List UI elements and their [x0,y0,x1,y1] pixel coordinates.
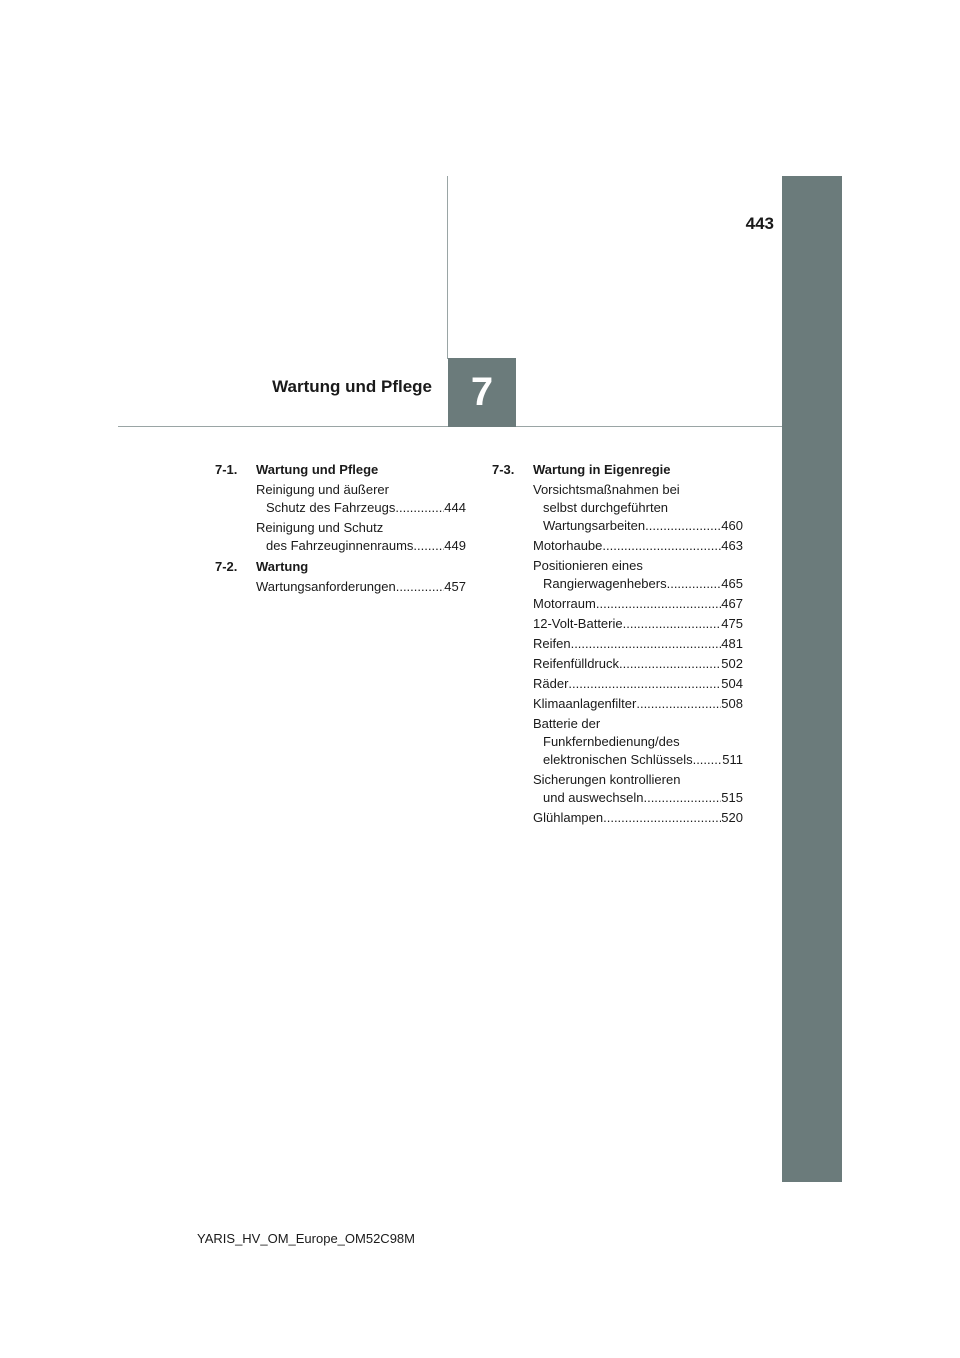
toc-entry-line: des Fahrzeuginnenraums [266,538,414,553]
toc-entry[interactable] [256,481,466,517]
toc-entry-line: Sicherungen kontrollieren [533,772,681,787]
toc-entry[interactable] [533,537,743,555]
toc-entry-page: 511 [722,752,743,767]
toc-section-heading [492,461,752,479]
toc-entry-last-line [533,635,743,653]
toc-entry[interactable] [533,635,743,653]
toc-entry-last-line [533,809,743,827]
toc-entry-line: und auswechseln [543,790,644,805]
dot-leader [396,578,445,596]
toc-entry-line: Motorraum [533,596,596,611]
toc-entry-page: 520 [721,810,743,825]
toc-entry-line: Glühlampen [533,810,604,825]
toc-entry-page: 457 [444,579,466,594]
toc-entry-last-line [533,595,743,613]
toc-entry-last-line [533,751,743,769]
dot-leader [623,615,722,633]
toc-entry-line: Reifen [533,636,571,651]
toc-entry[interactable] [533,481,743,535]
toc-entry-last-line [533,615,743,633]
toc-entry-line: Rangierwagenhebers [543,576,667,591]
chapter-side-tab [782,176,842,1182]
toc-entry-line: Vorsichtsmaßnahmen bei [533,482,680,497]
toc-entry[interactable] [256,519,466,555]
toc-entry[interactable] [533,595,743,613]
toc-entry-page: 481 [721,636,743,651]
toc-entry-line: Wartungsanforderungen [256,579,396,594]
section-number: 7-3. [492,462,515,477]
toc-entry-list [256,578,475,596]
toc-entry-last-line [533,575,743,593]
toc-entry-line: selbst durchgeführten [543,500,669,515]
toc-entry-last-line [256,537,466,555]
toc-entry-line: Reifenfülldruck [533,656,619,671]
toc-entry-page: 460 [721,518,743,533]
toc-section-heading [215,558,475,576]
toc-entry[interactable] [533,615,743,633]
document-footer: YARIS_HV_OM_Europe_OM52C98M [197,1231,415,1246]
page-number: 443 [745,214,774,233]
toc-entry-page: 515 [721,790,743,805]
toc-entry-line: Wartungsarbeiten [543,518,646,533]
toc-entry-last-line [533,789,743,807]
toc-section-heading [215,461,475,479]
toc-entry-last-line [256,499,466,517]
chapter-number-box: 7 [448,358,516,427]
toc-entry-line: elektronischen Schlüssels [543,752,693,767]
toc-entry[interactable] [533,771,743,807]
toc-entry-page: 502 [721,656,743,671]
dot-leader [667,575,722,593]
dot-leader [395,499,444,517]
toc-entry-last-line [533,537,743,555]
toc-entry-list [533,481,752,827]
toc-entry-last-line [533,655,743,673]
dot-leader [571,635,722,653]
toc-entry-line: Klimaanlagenfilter [533,696,637,711]
toc-entry[interactable] [256,578,466,596]
toc-entry[interactable] [533,655,743,673]
toc-entry[interactable] [533,695,743,713]
dot-leader [568,675,721,693]
header-vertical-rule [447,176,448,359]
toc-entry-line: Positionieren eines [533,558,643,573]
dot-leader [636,695,721,713]
toc-entry-line: Reinigung und Schutz [256,520,384,535]
toc-entry-page: 463 [721,538,743,553]
section-title: Wartung in Eigenregie [533,462,671,477]
dot-leader [413,537,444,555]
toc-entry-line: Schutz des Fahrzeugs [266,500,396,515]
dot-leader [643,789,721,807]
toc-entry-last-line [533,695,743,713]
toc-entry-page: 449 [444,538,466,553]
toc-entry-line: Räder [533,676,569,691]
dot-leader [603,809,721,827]
toc-entry-page: 475 [721,616,743,631]
toc-entry[interactable] [533,715,743,769]
toc-entry[interactable] [533,557,743,593]
toc-entry-last-line [256,578,466,596]
toc-entry-page: 508 [721,696,743,711]
toc-entry-page: 504 [721,676,743,691]
toc-entry-line: Batterie der [533,716,601,731]
section-number: 7-1. [215,462,238,477]
toc-entry-line: Funkfernbedienung/des [543,734,680,749]
toc-entry-page: 444 [444,500,466,515]
dot-leader [645,517,721,535]
toc-entry-list [256,481,475,555]
toc-entry-page: 465 [721,576,743,591]
toc-entry-line: 12-Volt-Batterie [533,616,623,631]
dot-leader [596,595,721,613]
dot-leader [693,751,723,769]
toc-entry-last-line [533,675,743,693]
section-number: 7-2. [215,559,238,574]
toc-entry[interactable] [533,809,743,827]
section-title: Wartung [256,559,309,574]
toc-entry-page: 467 [721,596,743,611]
section-title: Wartung und Pflege [256,462,379,477]
toc-column-left [215,461,475,599]
chapter-title: Wartung und Pflege [272,377,432,396]
dot-leader [602,537,721,555]
toc-column-right [492,461,752,830]
toc-entry-line: Reinigung und äußerer [256,482,389,497]
toc-entry[interactable] [533,675,743,693]
toc-entry-last-line [533,517,743,535]
toc-entry-line: Motorhaube [533,538,603,553]
dot-leader [619,655,721,673]
